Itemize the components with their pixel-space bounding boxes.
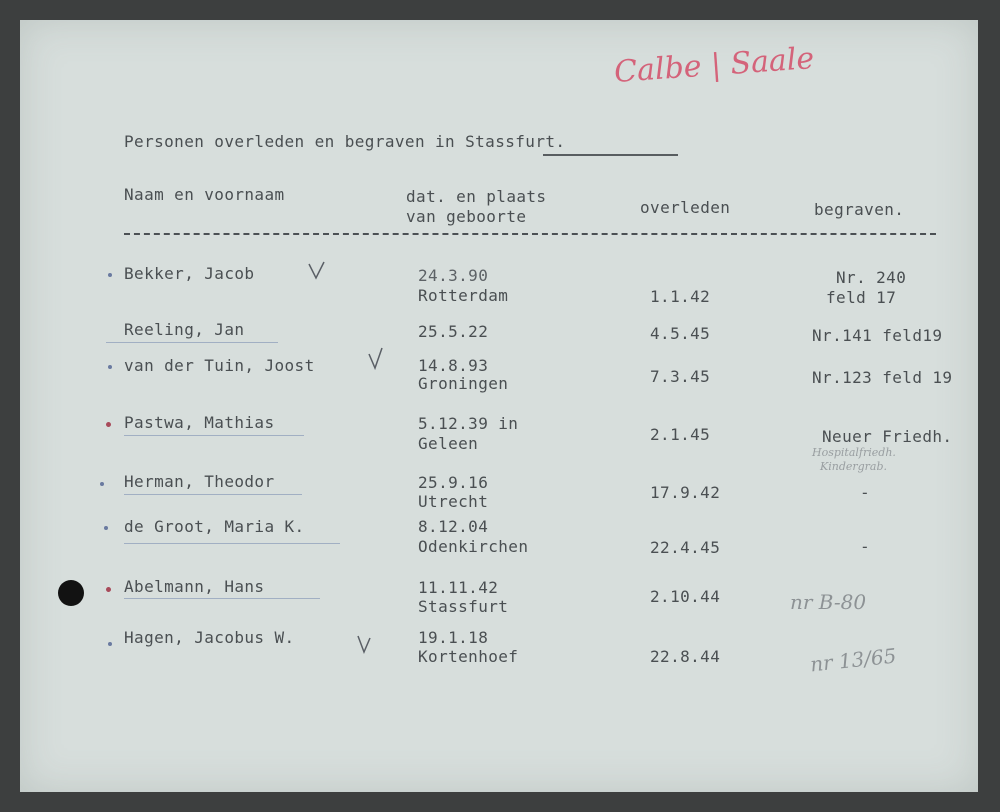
row-8-name: Hagen, Jacobus W.: [124, 628, 295, 647]
pencil-underline: [124, 494, 302, 495]
pencil-underline: [124, 598, 320, 599]
pencil-note: nr B-80: [790, 590, 867, 614]
row-4-birth-place: Geleen: [418, 434, 479, 453]
checkmark-icon: [307, 260, 327, 282]
row-2-buried-1: Nr.141 feld19: [812, 326, 943, 345]
row-7-birth-date: 11.11.42: [418, 578, 499, 597]
punch-hole: [58, 580, 84, 606]
row-marker: [106, 587, 111, 592]
row-2-died: 4.5.45: [650, 324, 711, 343]
row-6-birth-date: 8.12.04: [418, 517, 489, 536]
row-7-birth-place: Stassfurt: [418, 597, 509, 616]
row-6-buried-1: -: [860, 537, 871, 556]
row-3-buried-1: Nr.123 feld 19: [812, 368, 953, 387]
pencil-note: Kindergrab.: [820, 460, 888, 473]
row-5-buried-1: -: [860, 483, 871, 502]
header-birth-line2: van geboorte: [406, 207, 527, 226]
document-page: [20, 20, 978, 792]
row-2-birth-date: 25.5.22: [418, 322, 489, 341]
row-1-buried-1: Nr. 240: [836, 268, 907, 287]
row-4-buried-1: Neuer Friedh.: [822, 427, 953, 446]
row-4-died: 2.1.45: [650, 425, 711, 444]
row-8-birth-date: 19.1.18: [418, 628, 489, 647]
row-marker: [106, 422, 111, 427]
row-5-birth-date: 25.9.16: [418, 473, 489, 492]
row-marker: [108, 365, 112, 369]
header-died: overleden: [640, 198, 731, 217]
checkmark-icon: [367, 346, 385, 372]
red-handwritten-annotation: Calbe | Saale: [613, 41, 816, 90]
row-3-name: van der Tuin, Joost: [124, 356, 315, 375]
row-marker: [104, 526, 108, 530]
row-8-birth-place: Kortenhoef: [418, 647, 519, 666]
header-birth-line1: dat. en plaats: [406, 187, 547, 206]
row-1-birth-place: Rotterdam: [418, 286, 509, 305]
row-marker: [100, 482, 104, 486]
checkmark-icon: [356, 632, 374, 656]
row-3-birth-date: 14.8.93: [418, 356, 489, 375]
pencil-underline: [124, 543, 340, 544]
row-marker: [108, 642, 112, 646]
pencil-note: Hospitalfriedh.: [812, 446, 896, 459]
document-title: Personen overleden en begraven in Stassfurt.: [124, 132, 566, 151]
row-5-birth-place: Utrecht: [418, 492, 489, 511]
row-7-name: Abelmann, Hans: [124, 577, 265, 596]
row-5-name: Herman, Theodor: [124, 472, 275, 491]
row-8-died: 22.8.44: [650, 647, 721, 666]
row-1-died: 1.1.42: [650, 287, 711, 306]
row-6-birth-place: Odenkirchen: [418, 537, 529, 556]
row-3-birth-place: Groningen: [418, 374, 509, 393]
title-underline: [543, 154, 678, 156]
row-marker: [108, 273, 112, 277]
row-1-name: Bekker, Jacob: [124, 264, 255, 283]
pencil-note: nr 13/65: [808, 643, 898, 677]
row-4-name: Pastwa, Mathias: [124, 413, 275, 432]
row-6-name: de Groot, Maria K.: [124, 517, 305, 536]
row-1-buried-2: feld 17: [826, 288, 897, 307]
row-5-died: 17.9.42: [650, 483, 721, 502]
row-4-birth-date: 5.12.39 in: [418, 414, 519, 433]
pencil-underline: [106, 342, 278, 343]
header-buried: begraven.: [814, 200, 905, 219]
row-3-died: 7.3.45: [650, 367, 711, 386]
header-divider: [124, 233, 936, 235]
header-name: Naam en voornaam: [124, 185, 285, 204]
row-2-name: Reeling, Jan: [124, 320, 245, 339]
row-6-died: 22.4.45: [650, 538, 721, 557]
pencil-underline: [124, 435, 304, 436]
row-1-birth-date: 24.3.90: [418, 266, 489, 285]
row-7-died: 2.10.44: [650, 587, 721, 606]
